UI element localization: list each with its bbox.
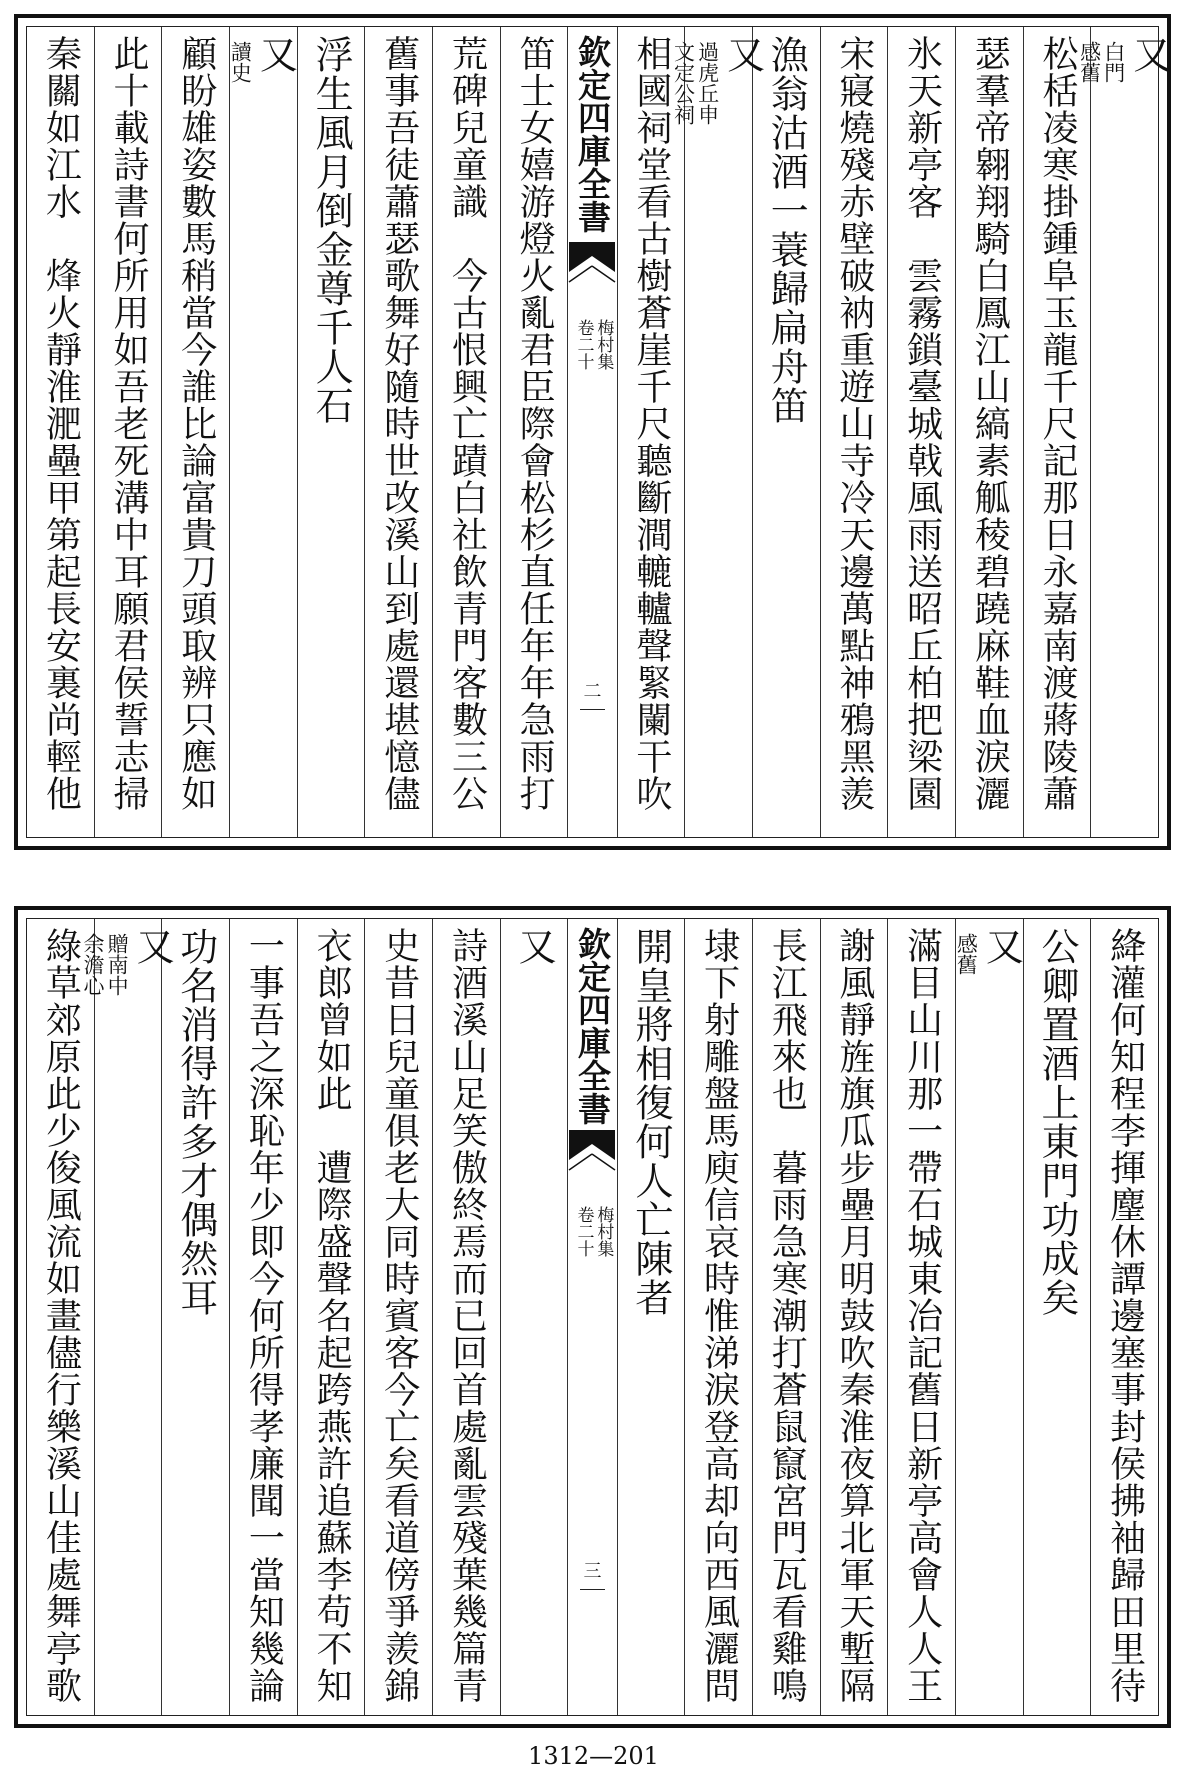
poem-heading-note — [228, 41, 252, 83]
fold-rule — [580, 709, 604, 710]
book-volume-line: 卷二十 — [573, 1206, 594, 1257]
column-text: 詩酒溪山足笑傲終焉而已回首處亂雲殘葉幾篇青 — [446, 927, 488, 1704]
text-column — [1023, 919, 1091, 1715]
center-fold-column — [567, 919, 616, 1715]
text-column — [820, 27, 888, 837]
text-column — [229, 919, 297, 1715]
column-text: 開皇將相復何人亡陳者 — [628, 927, 673, 1317]
column-text: 衣郎曾如此 遭際盛聲名起跨燕許追蘇李苟不知 — [311, 927, 353, 1704]
poem-heading-title: 又 — [720, 35, 765, 73]
text-column — [955, 27, 1023, 837]
column-text: 荒碑兒童識 今古恨興亡蹟白社飲青門客數三公 — [446, 35, 488, 812]
poem-heading-column — [500, 919, 568, 1715]
column-text: 此十載詩書何所用如吾老死溝中耳願君侯誓志掃 — [108, 35, 150, 812]
footer-page-code: 1312—201 — [528, 1742, 659, 1770]
column-text: 氷天新亭客 雲霧鎖臺城戟風雨送昭丘柏把梁園 — [901, 35, 943, 812]
column-text: 顧盼雄姿數馬稍當今誰比論富貴刀頭取辨只應如 — [175, 35, 217, 812]
book-volume-label — [573, 1206, 613, 1257]
poem-heading-note-line: 過虎丘申 — [695, 41, 720, 125]
fold-rule — [580, 1589, 604, 1590]
poem-heading-title: 又 — [130, 927, 175, 965]
poem-heading-note — [954, 933, 978, 975]
column-text: 絳灌何知程李揮麈休譚邊塞事封侯拂袖歸田里待 — [1104, 927, 1146, 1704]
column-text: 一事吾之深恥年少即今何所得孝廉聞一當知幾論 — [243, 927, 285, 1704]
poem-heading — [956, 927, 1023, 975]
column-text: 埭下射雕盤馬庾信哀時惟涕淚登高却向西風灑問 — [698, 927, 740, 1704]
text-column — [617, 27, 685, 837]
poem-heading — [1077, 35, 1171, 83]
leaf-number: 三 — [583, 1561, 602, 1582]
column-text: 功名消得許多才偶然耳 — [173, 927, 218, 1317]
poem-heading-title: 又 — [253, 35, 298, 73]
text-column — [887, 27, 955, 837]
column-text: 綠草郊原此少俊風流如畫儘行樂溪山佳處舞亭歌 — [40, 927, 82, 1704]
text-column — [887, 919, 955, 1715]
text-column — [752, 919, 820, 1715]
bottom-page-columns — [27, 919, 1158, 1715]
text-column — [500, 27, 568, 837]
column-text: 浮生風月倒金尊千人石 — [309, 35, 354, 425]
bottom-page-frame — [26, 918, 1159, 1716]
text-column — [161, 27, 229, 837]
poem-heading-note-line: 余澹心 — [81, 933, 106, 996]
poem-heading-column — [81, 919, 175, 1715]
text-column — [27, 919, 94, 1715]
collection-title: 欽定四庫全書 — [572, 927, 612, 1125]
text-column — [684, 919, 752, 1715]
column-text: 瑟羣帝翱翔騎白鳳江山縞素觚稜碧蹺麻鞋血淚灑 — [969, 35, 1011, 812]
bottom-page — [14, 906, 1171, 1728]
column-text: 滿目山川那一帶石城東冶記舊日新亭高會人人王 — [901, 927, 943, 1704]
book-volume-label — [573, 319, 613, 370]
column-text: 笛士女嬉游燈火亂君臣際會松杉直任年年急雨打 — [514, 35, 556, 812]
text-column — [297, 919, 365, 1715]
leaf-number: 二 — [583, 681, 602, 702]
book-volume-line: 梅村集 — [593, 319, 614, 370]
column-text: 舊事吾徒蕭瑟歌舞好隨時世改溪山到處還堪憶儘 — [378, 35, 420, 812]
poem-heading — [230, 35, 297, 83]
poem-heading-note-line: 贈南中 — [105, 933, 130, 996]
text-column — [364, 919, 432, 1715]
poem-heading-column — [229, 27, 297, 837]
fishtail-mark-icon — [569, 1130, 615, 1182]
column-text: 史昔日兒童俱老大同時賓客今亡矣看道傍爭羨錦 — [378, 927, 420, 1704]
poem-heading-note-line: 感舊 — [1077, 41, 1102, 83]
column-text: 宋寢燒殘赤壁破衲重遊山寺冷天邊萬點神鴉黑羨 — [833, 35, 875, 812]
text-column — [432, 919, 500, 1715]
text-column — [94, 27, 162, 837]
poem-heading — [81, 927, 175, 996]
collection-title: 欽定四庫全書 — [572, 35, 612, 233]
top-page-columns — [27, 27, 1171, 837]
text-column — [297, 27, 365, 837]
column-text: 秦關如江水 烽火靜淮淝壘甲第起長安裏尚輕他 — [40, 35, 82, 812]
text-column — [1090, 919, 1158, 1715]
top-page — [14, 14, 1171, 850]
poem-heading-note-line: 感舊 — [954, 933, 979, 975]
poem-heading-title: 又 — [512, 927, 557, 965]
poem-heading-note-line: 讀史 — [228, 41, 253, 83]
poem-heading-title: 又 — [1126, 35, 1171, 73]
text-column — [161, 919, 229, 1715]
poem-heading-column — [1077, 27, 1171, 837]
text-column — [27, 27, 94, 837]
text-column — [432, 27, 500, 837]
poem-heading-column — [671, 27, 765, 837]
center-fold-column — [567, 27, 616, 837]
poem-heading — [501, 927, 568, 965]
book-volume-line: 梅村集 — [593, 1206, 614, 1257]
poem-heading-note-line: 文定公祠 — [671, 41, 696, 125]
poem-heading-note-line: 白門 — [1101, 41, 1126, 83]
poem-heading — [671, 35, 765, 125]
column-text: 松栝凌寒掛鍾阜玉龍千尺記那日永嘉南渡蔣陵蕭 — [1036, 35, 1078, 812]
top-page-frame — [26, 26, 1171, 838]
fishtail-mark-icon — [569, 242, 615, 294]
text-column — [1023, 27, 1091, 837]
text-column — [364, 27, 432, 837]
column-text: 相國祠堂看古樹蒼崖千尺聽斷澗轆轤聲緊闌干吹 — [630, 35, 672, 812]
poem-heading-column — [955, 919, 1023, 1715]
column-text: 謝風靜旌旗瓜步壘月明鼓吹秦淮夜算北軍天塹隔 — [833, 927, 875, 1704]
column-text: 長江飛來也 暮雨急寒潮打蒼鼠竄宮門瓦看雞鳴 — [766, 927, 808, 1704]
column-text: 漁翁沽酒一蓑歸扁舟笛 — [764, 35, 809, 425]
text-column — [820, 919, 888, 1715]
text-column — [617, 919, 685, 1715]
poem-heading-title: 又 — [979, 927, 1024, 965]
book-volume-line: 卷二十 — [573, 319, 594, 370]
column-text: 公卿置酒上東門功成矣 — [1034, 927, 1079, 1317]
text-column — [752, 27, 820, 837]
